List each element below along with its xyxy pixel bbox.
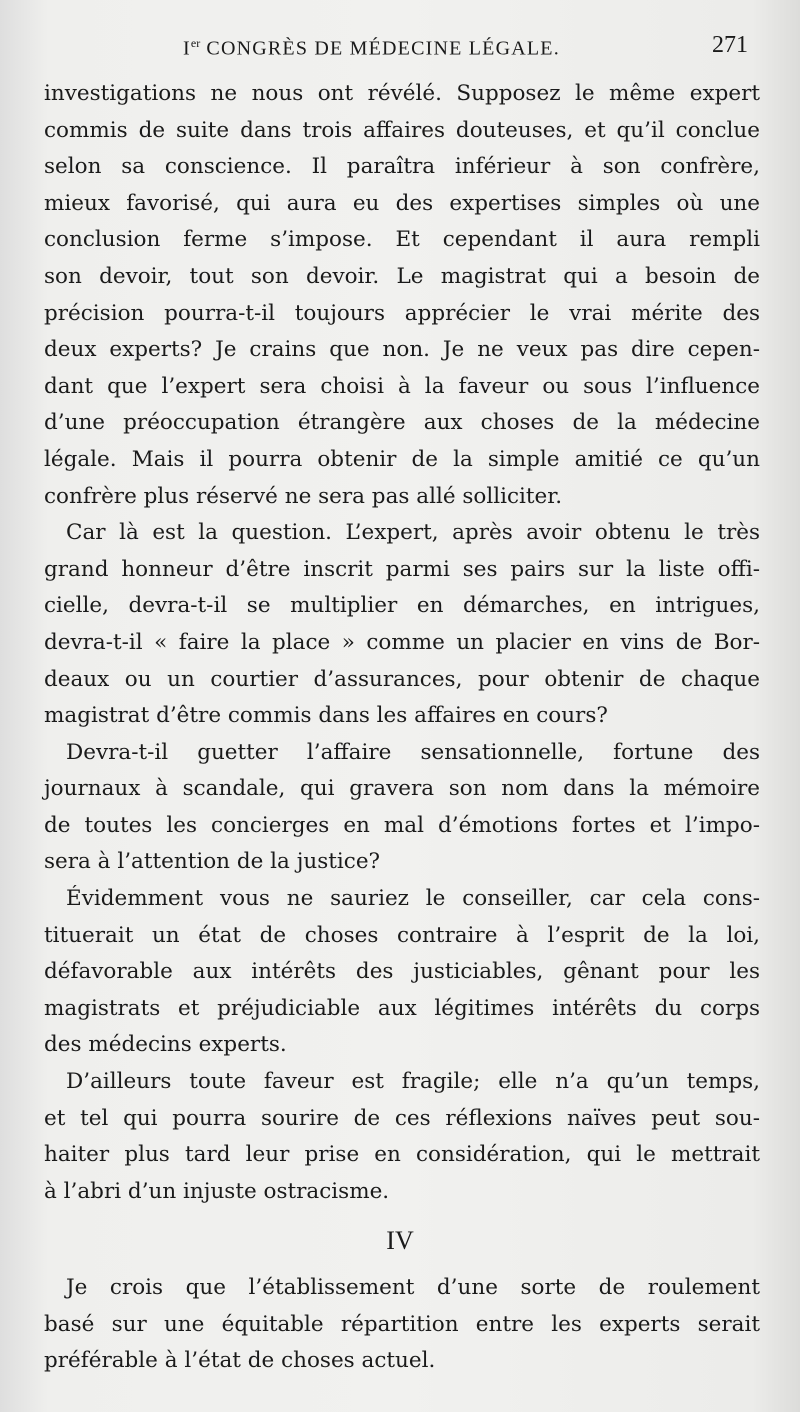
- text-line: D’ailleurs toute faveur est fragile; elle n’a qu’un temps,: [66, 1069, 760, 1095]
- text-line: mieux favorisé, qui aura eu des expertises simples où une: [44, 190, 760, 216]
- text-line: confrère plus réservé ne sera pas allé solliciter.: [44, 483, 563, 509]
- text-line: sera à l’attention de la justice?: [44, 849, 381, 875]
- text-line: magistrat d’être commis dans les affaires en cours?: [44, 703, 608, 729]
- text-line: des médecins experts.: [44, 1032, 287, 1058]
- text-line: son devoir, tout son devoir. Le magistrat qui a besoin de: [44, 263, 760, 289]
- text-line: Devra-t-il guetter l’affaire sensationnelle, fortune des: [66, 739, 760, 765]
- text-line: commis de suite dans trois affaires douteuses, et qu’il conclue: [44, 117, 760, 143]
- text-line: journaux à scandale, qui gravera son nom dans la mémoire: [44, 776, 760, 802]
- text-line: légale. Mais il pourra obtenir de la simple amitié ce qu’un: [44, 446, 760, 472]
- text-line: grand honneur d’être inscrit parmi ses pairs sur la liste offi-: [44, 556, 760, 582]
- text-line: à l’abri d’un injuste ostracisme.: [44, 1178, 390, 1204]
- page-number: 271: [712, 32, 748, 58]
- text-line: et tel qui pourra sourire de ces réflexions naïves peut sou-: [44, 1105, 760, 1131]
- section-heading: IV: [386, 1226, 414, 1255]
- text-line: cielle, devra-t-il se multiplier en démarches, en intrigues,: [44, 593, 760, 619]
- body-text: [44, 76, 760, 1210]
- text-line: précision pourra-t-il toujours apprécier le vrai mérite des: [44, 300, 760, 326]
- running-head: [183, 36, 560, 61]
- page-header: [0, 32, 800, 72]
- text-line: préférable à l’état de choses actuel.: [44, 1348, 436, 1374]
- text-line: d’une préoccupation étrangère aux choses de la médecine: [44, 410, 760, 436]
- text-line: défavorable aux intérêts des justiciables, gênant pour les: [44, 959, 760, 985]
- text-line: conclusion ferme s’impose. Et cependant il aura rempli: [44, 227, 760, 253]
- text-line: basé sur une équitable répartition entre les experts serait: [44, 1311, 760, 1337]
- text-line: deaux ou un courtier d’assurances, pour obtenir de chaque: [44, 666, 760, 692]
- text-line: de toutes les concierges en mal d’émotions fortes et l’impo-: [44, 812, 760, 838]
- text-line: Évidemment vous ne sauriez le conseiller, car cela cons-: [66, 886, 760, 912]
- text-line: deux experts? Je crains que non. Je ne veux pas dire cepen-: [44, 337, 760, 363]
- running-title: CONGRÈS DE MÉDECINE LÉGALE.: [206, 37, 560, 60]
- text-line: Je crois que l’établissement d’une sorte de roulement: [66, 1275, 760, 1300]
- text-line: devra-t-il « faire la place » comme un placier en vins de Bor-: [44, 629, 760, 655]
- text-line: tituerait un état de choses contraire à l’esprit de la loi,: [44, 922, 760, 948]
- ordinal: I: [183, 37, 191, 60]
- text-line: selon sa conscience. Il paraîtra inférieur à son confrère,: [44, 154, 760, 180]
- section-text: [44, 1270, 760, 1380]
- text-line: dant que l’expert sera choisi à la faveur ou sous l’influence: [44, 373, 760, 399]
- text-line: haiter plus tard leur prise en considération, qui le mettrait: [44, 1142, 760, 1168]
- text-line: magistrats et préjudiciable aux légitimes intérêts du corps: [44, 995, 760, 1021]
- text-line: Car là est la question. L’expert, après avoir obtenu le très: [66, 520, 760, 546]
- ordinal-suffix: er: [190, 36, 201, 50]
- text-line: investigations ne nous ont révélé. Supposez le même expert: [44, 81, 760, 106]
